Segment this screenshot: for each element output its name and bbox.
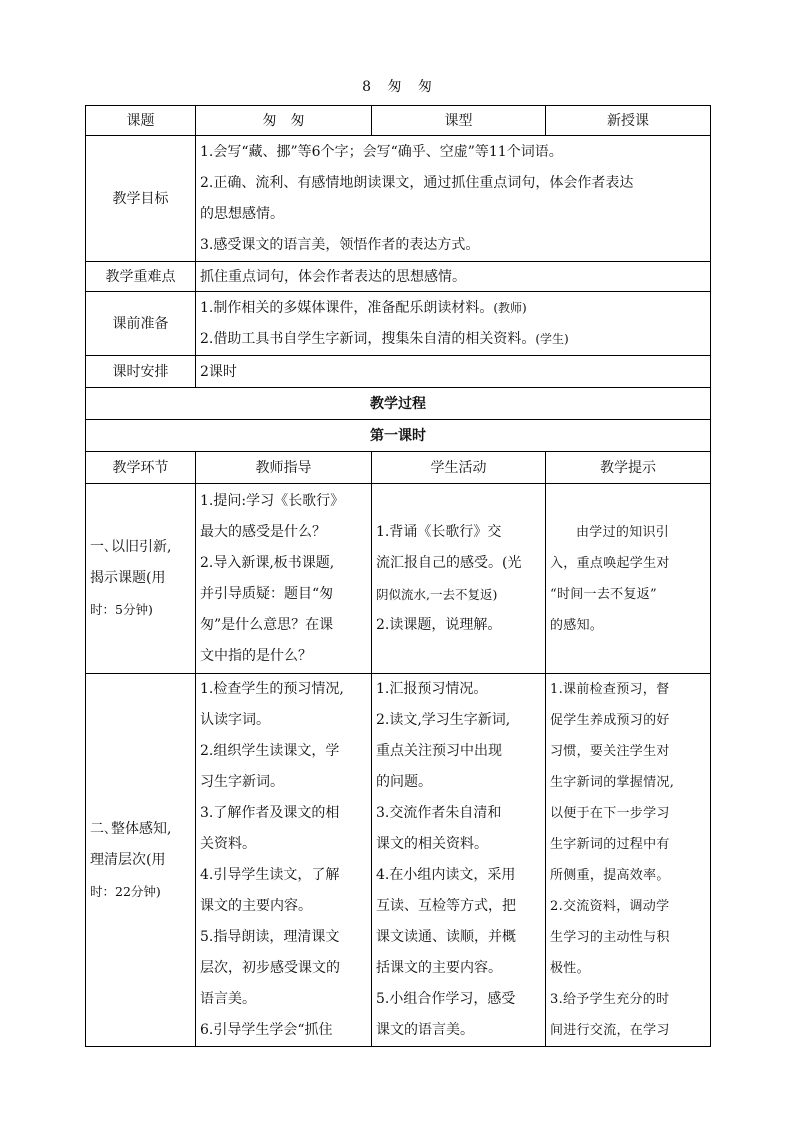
- stage-2-label: [86, 674, 196, 1047]
- prep-label: 课前准备: [86, 292, 196, 356]
- goals-row: [86, 136, 711, 262]
- lesson-plan-table: [85, 105, 711, 1047]
- teacher-line: 1.检查学生的预习情况,: [200, 681, 344, 697]
- stage-1-hint: [546, 484, 711, 674]
- teacher-line: 并引导质疑：题目“匆: [200, 585, 334, 602]
- goal-line: 1.会写“藏、挪”等6个字；会写“确乎、空虚”等11个词语。: [200, 143, 563, 160]
- student-line: 1.背诵《长歌行》交: [376, 523, 502, 540]
- process-title-row: [86, 388, 711, 420]
- hint-line: 生字新词的过程中有: [550, 837, 670, 852]
- lesson-type-value: 新授课: [546, 106, 711, 136]
- goal-line: 2.正确、流利、有感情地朗读课文，通过抓住重点词句，体会作者表达: [200, 174, 634, 191]
- topic-row: [86, 106, 711, 136]
- hint-line: 极性。: [550, 961, 590, 976]
- stage-label-line: 理清层次(用: [90, 851, 166, 868]
- title-char-1: 匆: [387, 79, 402, 95]
- lesson-title: 第一课时: [86, 420, 711, 452]
- key-points-value: 抓住重点词句，体会作者表达的思想感情。: [196, 262, 711, 292]
- teacher-line: 匆”是什么意思？在课: [200, 616, 334, 633]
- prep-content: [196, 292, 711, 356]
- teacher-line: 2.导入新课,板书课题,: [200, 554, 335, 571]
- teacher-line: 6.引导学生学会“抓住: [200, 1022, 333, 1038]
- stage-1-teacher: [196, 484, 372, 674]
- hint-line: 入，重点唤起学生对: [550, 555, 670, 571]
- prep-line: [200, 324, 706, 355]
- hint-line: 3.给予学生充分的时: [550, 992, 670, 1007]
- column-header-student: 学生活动: [372, 452, 546, 484]
- hint-line: 以便于在下一步学习: [550, 806, 670, 821]
- stage-label-line: 一､以旧引新,: [90, 539, 172, 555]
- teacher-line: 层次，初步感受课文的: [200, 960, 340, 976]
- lesson-title-row: [86, 420, 711, 452]
- student-line: 课文读通、读顺，并概: [376, 929, 516, 945]
- prep-line: [200, 293, 706, 324]
- prep-item-1: 1.制作相关的多媒体课件，准备配乐朗读材料。: [200, 299, 494, 316]
- goals-content: [196, 136, 711, 262]
- stage-2-row: [86, 674, 711, 1047]
- prep-item-1-note: (教师): [493, 300, 527, 315]
- hint-line: 促学生养成预习的好: [550, 713, 670, 728]
- stage-2-teacher: [196, 674, 372, 1047]
- stage-2-student: [372, 674, 546, 1047]
- process-title: 教学过程: [86, 388, 711, 420]
- teacher-line: 2.组织学生读课文，学: [200, 743, 340, 759]
- stage-2-hint: [546, 674, 711, 1047]
- page-title: [0, 76, 794, 96]
- goals-label: 教学目标: [86, 136, 196, 262]
- topic-value: 匆 匆: [196, 106, 372, 136]
- stage-label-line: 揭示课题(用: [90, 570, 166, 586]
- goal-line: 的思想感情。: [200, 205, 284, 222]
- teacher-line: 3.了解作者及课文的相: [200, 805, 340, 821]
- student-line: 3.交流作者朱自清和: [376, 805, 502, 821]
- column-header-stage: 教学环节: [86, 452, 196, 484]
- student-line: 5.小组合作学习，感受: [376, 991, 516, 1007]
- stage-1-student: [372, 484, 546, 674]
- hint-line: 所侧重，提高效率。: [550, 868, 670, 883]
- stage-label-line: 时：5分钟): [90, 602, 153, 617]
- hint-line: 的感知。: [550, 617, 604, 633]
- key-points-label: 教学重难点: [86, 262, 196, 292]
- teacher-line: 习生字新词。: [200, 774, 284, 790]
- stage-label-line: 时：22分钟): [90, 883, 161, 899]
- teacher-line: 最大的感受是什么？: [200, 523, 326, 540]
- hint-line: 生字新词的掌握情况,: [550, 775, 675, 790]
- prep-row: [86, 292, 711, 356]
- hint-line: 由学过的知识引: [576, 524, 670, 540]
- student-line: 流汇报自己的感受。(光: [376, 554, 522, 571]
- hint-line: 生学习的主动性与积: [550, 930, 670, 945]
- key-points-row: [86, 262, 711, 292]
- prep-item-2: 2.借助工具书自学生字新词，搜集朱自清的相关资料。: [200, 330, 536, 347]
- teacher-line: 4.引导学生读文，了解: [200, 867, 340, 883]
- hint-line: 2.交流资料，调动学: [550, 899, 670, 914]
- student-line: 2.读文,学习生字新词,: [376, 712, 511, 728]
- teacher-line: 5.指导朗读，理清课文: [200, 929, 340, 945]
- teacher-line: 认读字词。: [200, 712, 270, 728]
- title-char-2: 匆: [417, 79, 432, 95]
- column-header-teacher: 教师指导: [196, 452, 372, 484]
- student-line: 的问题。: [376, 774, 432, 790]
- hint-line: 1.课前检查预习，督: [550, 682, 670, 697]
- teacher-line: 语言美。: [200, 991, 256, 1007]
- student-line: 1.汇报预习情况。: [376, 681, 488, 697]
- student-line: 重点关注预习中出现: [376, 743, 502, 759]
- student-line: 课文的语言美。: [376, 1022, 474, 1038]
- column-header-hint: 教学提示: [546, 452, 711, 484]
- schedule-value: 2课时: [196, 356, 711, 388]
- goal-line: 3.感受课文的语言美，领悟作者的表达方式。: [200, 236, 480, 253]
- stage-1-row: [86, 484, 711, 674]
- schedule-label: 课时安排: [86, 356, 196, 388]
- hint-line: 习惯，要关注学生对: [550, 744, 670, 759]
- lesson-number: 8: [362, 79, 371, 95]
- student-line: 互读、互检等方式，把: [376, 898, 516, 914]
- student-line: 阴似流水,一去不复返): [376, 586, 498, 602]
- column-header-row: [86, 452, 711, 484]
- student-line: 括课文的主要内容。: [376, 960, 502, 976]
- stage-label-line: 二､整体感知,: [90, 820, 172, 837]
- prep-item-2-note: (学生): [535, 331, 569, 346]
- teacher-line: 文中指的是什么？: [200, 647, 312, 664]
- schedule-row: [86, 356, 711, 388]
- teacher-line: 1.提问:学习《长歌行》: [200, 492, 345, 509]
- hint-line: 间进行交流，在学习: [550, 1023, 670, 1038]
- student-line: 课文的相关资料。: [376, 836, 488, 852]
- student-line: 2.读课题，说理解。: [376, 616, 502, 633]
- student-line: 4.在小组内读文，采用: [376, 867, 516, 883]
- stage-1-label: [86, 484, 196, 674]
- teacher-line: 课文的主要内容。: [200, 898, 312, 914]
- lesson-type-label: 课型: [372, 106, 546, 136]
- teacher-line: 关资料。: [200, 836, 256, 852]
- topic-label: 课题: [86, 106, 196, 136]
- hint-line: “时间一去不复返”: [550, 586, 657, 602]
